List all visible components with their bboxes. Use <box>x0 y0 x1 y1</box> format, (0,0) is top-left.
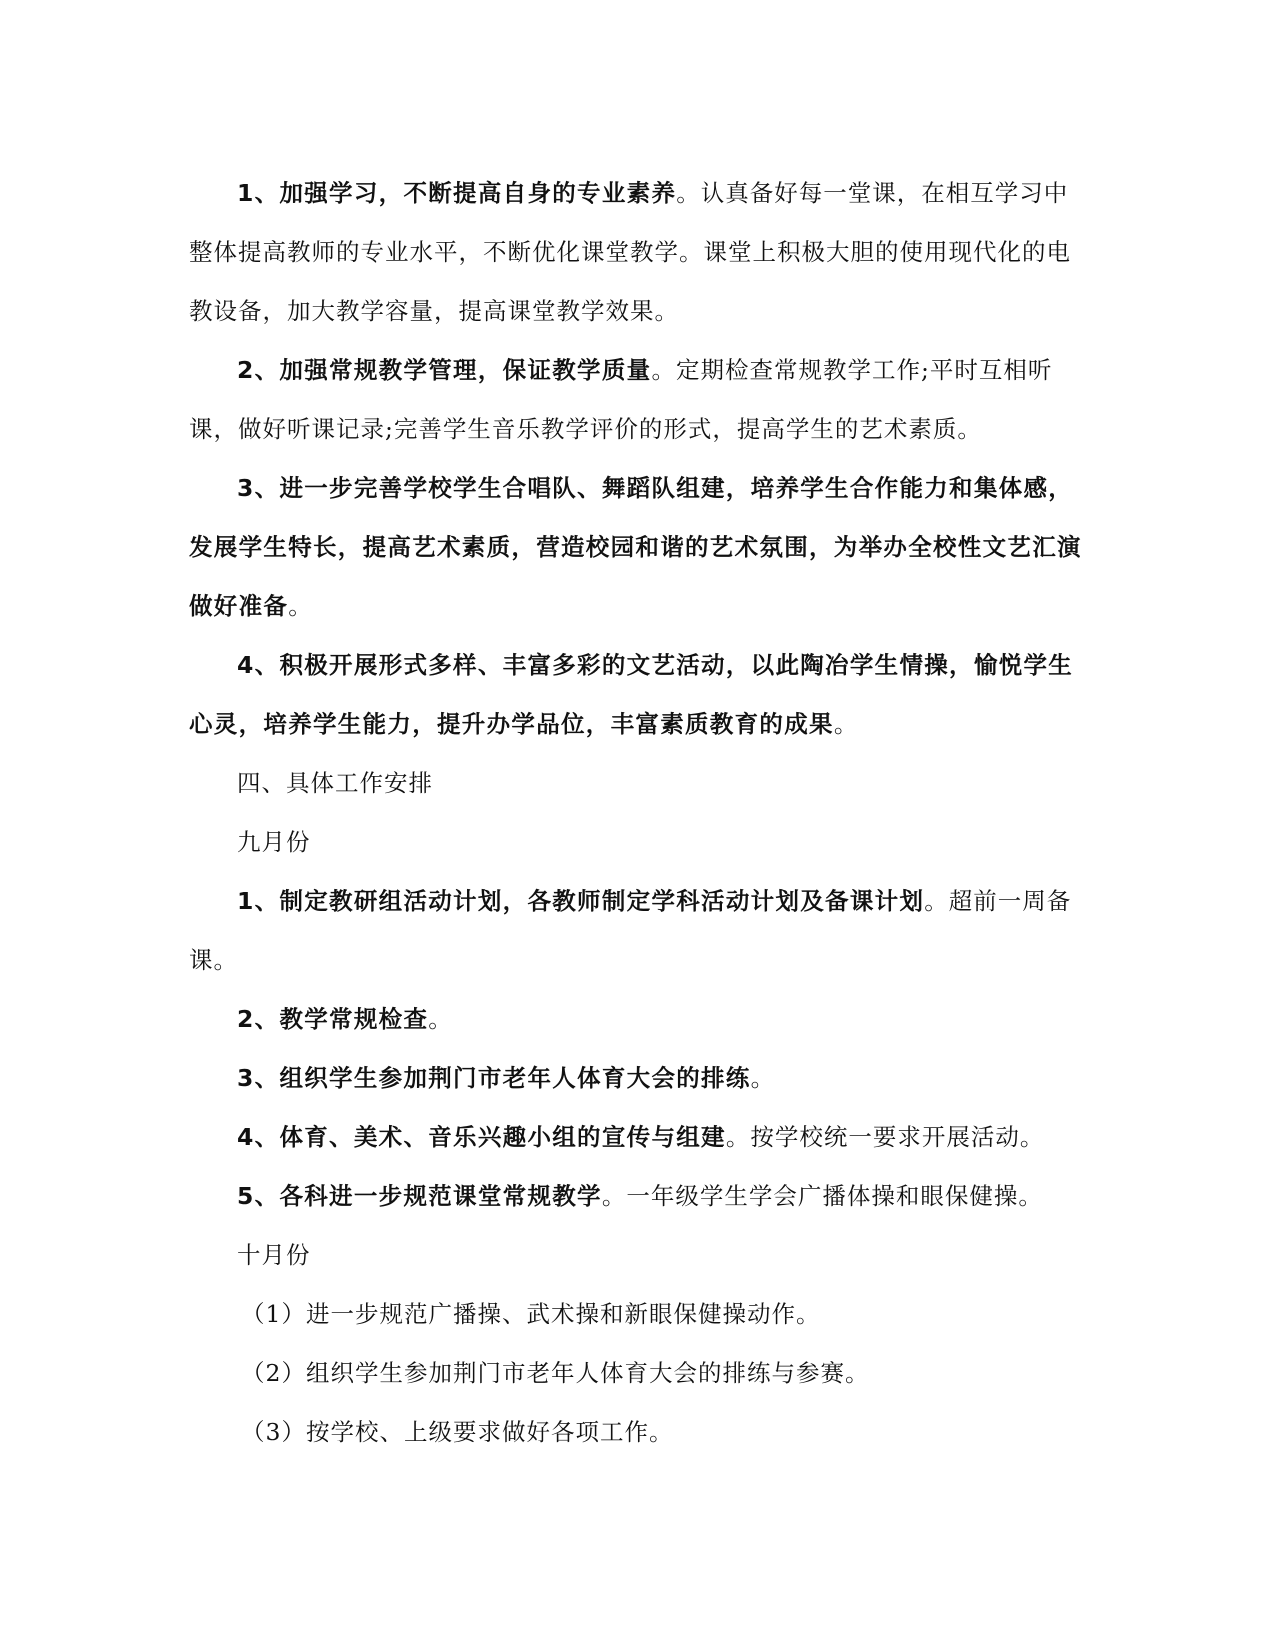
paragraph-heading: 3、进一步完善学校学生合唱队、舞蹈队组建，培养学生合作能力和集体感，发展学生特长，提高艺术素质，营造校园和谐的艺术氛围，为举办全校性文艺汇演做好准备 <box>189 474 1082 620</box>
item-text: 。一年级学生学会广播体操和眼保健操。 <box>601 1182 1043 1210</box>
month-heading-september <box>189 813 1089 872</box>
item-heading: 2、教学常规检查 <box>237 1005 429 1033</box>
paragraph-text: 。定期检查常规教学工作;平时互相听课，做好听课记录;完善学生音乐教学评价的形式，提高学生的艺术素质。 <box>189 356 1053 443</box>
item-text: 。 <box>750 1064 776 1092</box>
paragraph-heading: 1、加强学习，不断提高自身的专业素养 <box>237 179 677 207</box>
item-text: 。超前一周备课。 <box>189 887 1072 974</box>
paragraph-goal-2 <box>189 341 1089 459</box>
month-heading-text: 十月份 <box>237 1241 311 1269</box>
item-heading: 3、组织学生参加荆门市老年人体育大会的排练 <box>237 1064 751 1092</box>
september-item-5 <box>189 1167 1089 1226</box>
september-item-3 <box>189 1049 1089 1108</box>
paragraph-text: 。认真备好每一堂课，在相互学习中整体提高教师的专业水平，不断优化课堂教学。课堂上积极大胆的使用现代化的电教设备，加大教学容量，提高课堂教学效果。 <box>189 179 1071 325</box>
paragraph-goal-3 <box>189 459 1089 636</box>
item-text: 。按学校统一要求开展活动。 <box>725 1123 1045 1151</box>
october-item-3 <box>189 1403 1089 1462</box>
paragraph-goal-1 <box>189 164 1089 341</box>
item-text: （3）按学校、上级要求做好各项工作。 <box>241 1418 674 1446</box>
september-item-2 <box>189 990 1089 1049</box>
section-heading-text: 四、具体工作安排 <box>237 769 433 797</box>
item-heading: 4、体育、美术、音乐兴趣小组的宣传与组建 <box>237 1123 726 1151</box>
item-text: 。 <box>428 1005 453 1033</box>
paragraph-heading: 2、加强常规教学管理，保证教学质量 <box>237 356 652 384</box>
october-item-2 <box>189 1344 1089 1403</box>
paragraph-text: 。 <box>288 592 313 620</box>
section-heading-work-arrangement <box>189 754 1089 813</box>
september-item-4 <box>189 1108 1089 1167</box>
item-heading: 1、制定教研组活动计划，各教师制定学科活动计划及备课计划 <box>237 887 925 915</box>
september-item-1 <box>189 872 1089 990</box>
october-item-1 <box>189 1285 1089 1344</box>
paragraph-heading: 4、积极开展形式多样、丰富多彩的文艺活动，以此陶冶学生情操，愉悦学生心灵，培养学生能力，提升办学品位，丰富素质教育的成果 <box>189 651 1074 738</box>
month-heading-text: 九月份 <box>237 828 311 856</box>
month-heading-october <box>189 1226 1089 1285</box>
paragraph-text: 。 <box>833 710 859 738</box>
item-text: （2）组织学生参加荆门市老年人体育大会的排练与参赛。 <box>241 1359 870 1387</box>
item-text: （1）进一步规范广播操、武术操和新眼保健操动作。 <box>241 1300 821 1328</box>
paragraph-goal-4 <box>189 636 1089 754</box>
document-body <box>189 164 1089 1462</box>
item-heading: 5、各科进一步规范课堂常规教学 <box>237 1182 602 1210</box>
